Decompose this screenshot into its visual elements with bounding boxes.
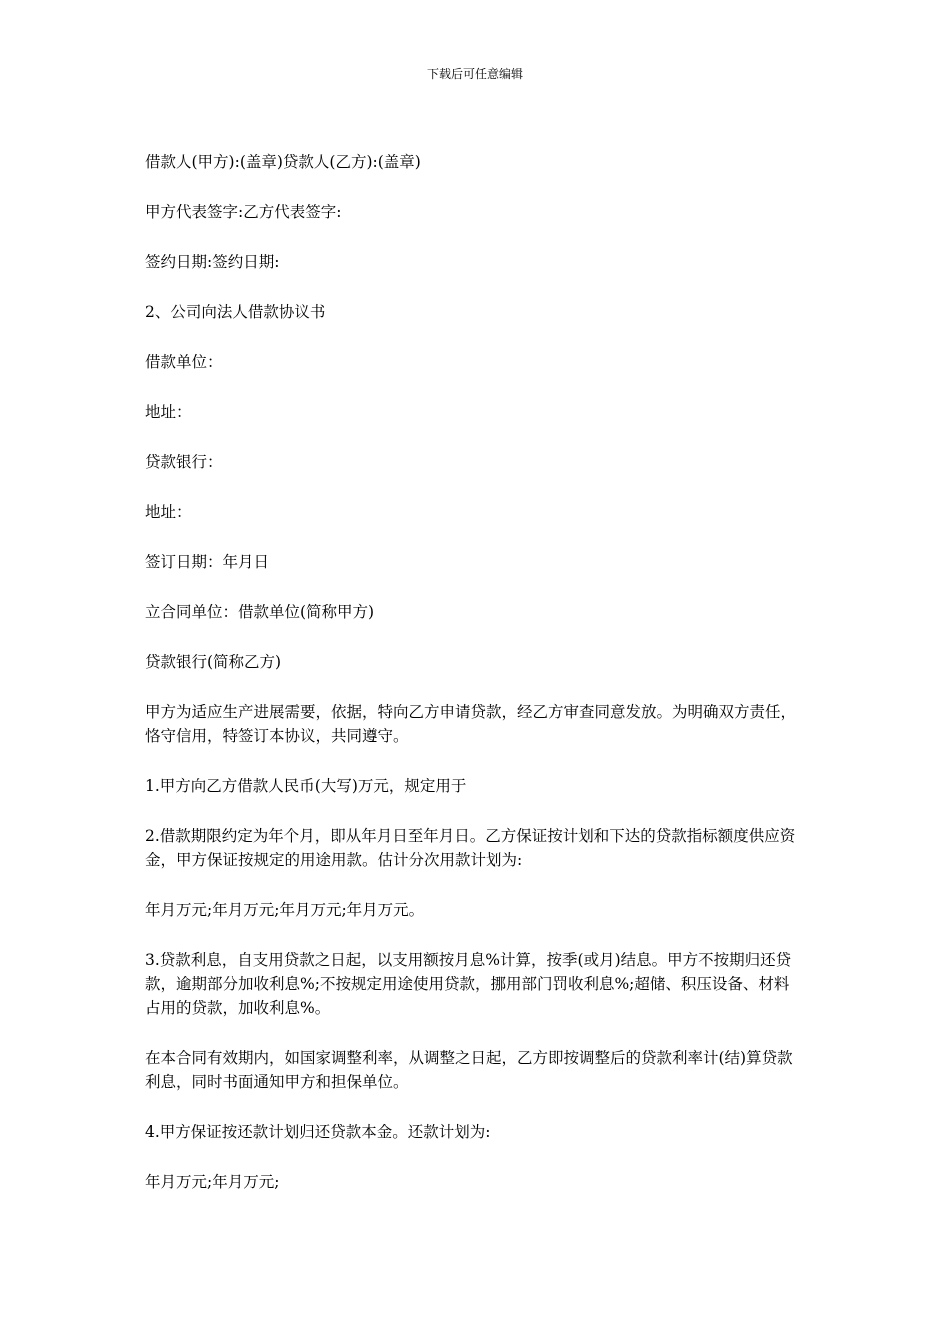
paragraph-borrower-address: 地址：: [145, 403, 192, 421]
paragraph-signing-date: 签订日期：年月日: [145, 553, 270, 571]
clause-4: 4.甲方保证按还款计划归还贷款本金。还款计划为:: [145, 1123, 491, 1141]
paragraph-borrower-unit: 借款单位：: [145, 353, 223, 371]
paragraph-lender-address: 地址：: [145, 503, 192, 521]
paragraph-lender-bank: 贷款银行：: [145, 453, 223, 471]
paragraph-purpose: 甲方为适应生产进展需要，依据，特向乙方申请贷款，经乙方审查同意发放。为明确双方责任，恪守信用，特签订本协议，共同遵守。: [145, 703, 797, 745]
paragraph-signing-dates: 签约日期:签约日期:: [145, 253, 280, 271]
section-title: 2、公司向法人借款协议书: [145, 303, 326, 321]
paragraph-repayment-plan: 年月万元;年月万元;: [145, 1173, 280, 1191]
paragraph-lender-short-name: 贷款银行(简称乙方): [145, 653, 282, 671]
paragraph-contract-parties: 立合同单位：借款单位(简称甲方): [145, 603, 375, 621]
paragraph-signature-parties: 借款人(甲方):(盖章)贷款人(乙方):(盖章): [145, 153, 421, 171]
header-note: 下载后可任意编辑: [426, 67, 523, 81]
paragraph-usage-plan: 年月万元;年月万元;年月万元;年月万元。: [145, 901, 425, 919]
document-body: [145, 150, 800, 1194]
clause-1: 1.甲方向乙方借款人民币(大写)万元，规定用于: [145, 777, 467, 795]
clause-2: 2.借款期限约定为年个月，即从年月日至年月日。乙方保证按计划和下达的贷款指标额度供应资金，甲方保证按规定的用途用款。估计分次用款计划为:: [145, 827, 796, 869]
clause-3: 3.贷款利息，自支用贷款之日起，以支用额按月息%计算，按季(或月)结息。甲方不按期归还贷款，逾期部分加收利息%;不按规定用途使用贷款，挪用部门罚收利息%;超储、积压设备、材料占用的贷款，加收利息%。: [145, 951, 792, 1017]
paragraph-rate-adjustment: 在本合同有效期内，如国家调整利率，从调整之日起，乙方即按调整后的贷款利率计(结)算贷款利息，同时书面通知甲方和担保单位。: [145, 1049, 793, 1091]
paragraph-representative-signatures: 甲方代表签字:乙方代表签字:: [145, 203, 342, 221]
